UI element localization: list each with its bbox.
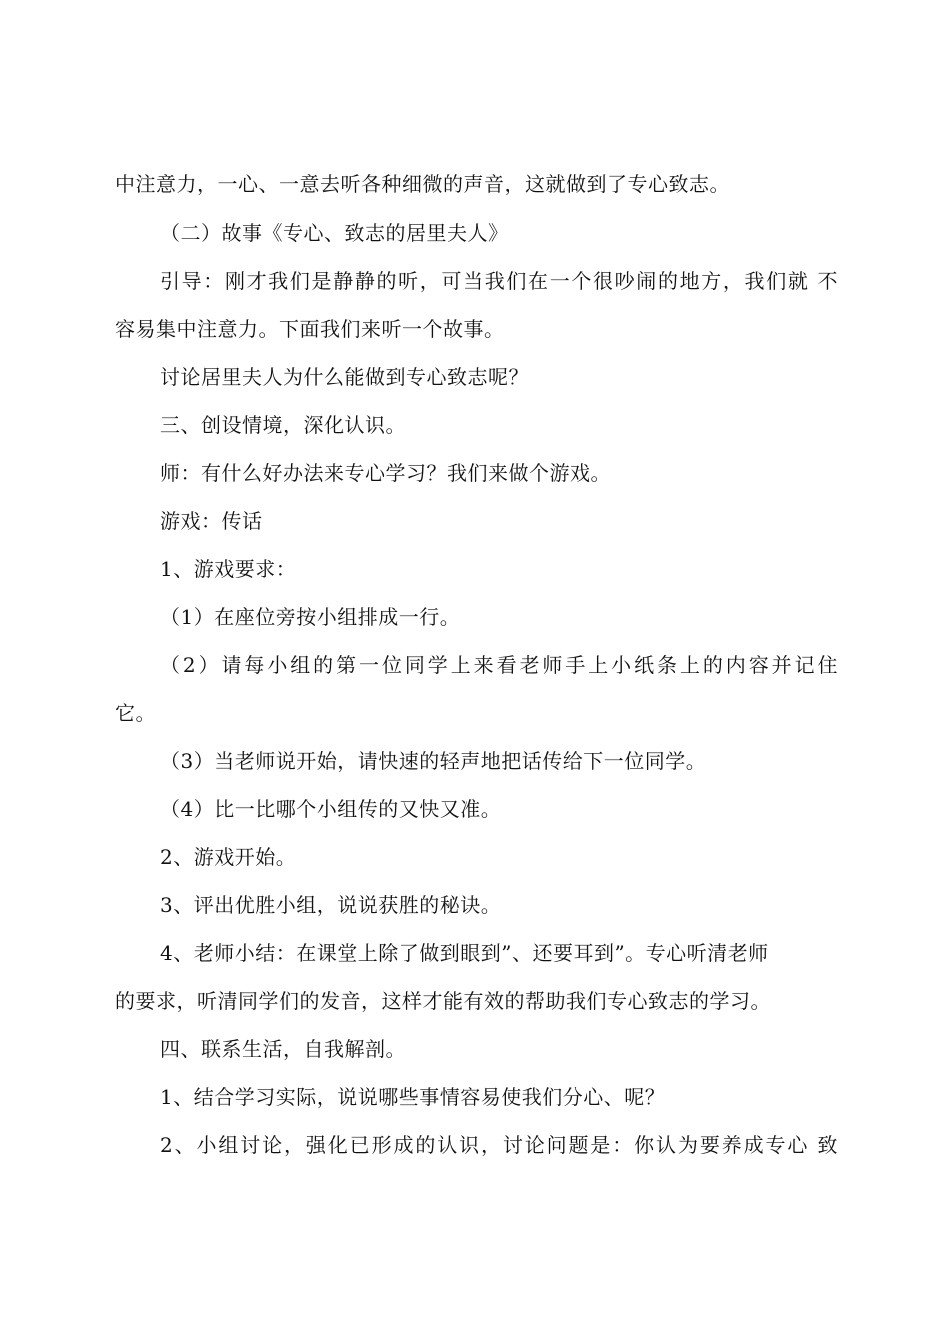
text-line-3: 引导：刚才我们是静静的听，可当我们在一个很吵闹的地方，我们就 不 bbox=[160, 269, 838, 293]
text-line-11: （2）请每小组的第一位同学上来看老师手上小纸条上的内容并记住 bbox=[160, 653, 838, 677]
text-line-13: （3）当老师说开始，请快速的轻声地把话传给下一位同学。 bbox=[160, 749, 707, 773]
text-line-20: 1、结合学习实际，说说哪些事情容易使我们分心、呢？ bbox=[160, 1085, 666, 1109]
text-line-18: 的要求，听清同学们的发音，这样才能有效的帮助我们专心致志的学习。 bbox=[115, 989, 771, 1013]
text-line-10: （1）在座位旁按小组排成一行。 bbox=[160, 605, 461, 629]
text-line-4: 容易集中注意力。下面我们来听一个故事。 bbox=[115, 317, 505, 341]
text-line-16: 3、评出优胜小组，说说获胜的秘诀。 bbox=[160, 893, 502, 917]
text-line-9: 1、游戏要求： bbox=[160, 557, 297, 581]
text-line-12: 它。 bbox=[115, 701, 156, 725]
text-line-15: 2、游戏开始。 bbox=[160, 845, 297, 869]
text-line-8: 游戏：传话 bbox=[160, 509, 263, 533]
text-line-21: 2、小组讨论，强化已形成的认识，讨论问题是：你认为要养成专心 致 bbox=[160, 1133, 838, 1157]
text-line-5: 讨论居里夫人为什么能做到专心致志呢？ bbox=[160, 365, 529, 389]
section-heading-four: 四、联系生活，自我解剖。 bbox=[160, 1037, 406, 1061]
text-line-17: 4、老师小结：在课堂上除了做到眼到”、还要耳到”。专心听清老师 bbox=[160, 941, 769, 965]
text-line-1: 中注意力，一心、一意去听各种细微的声音，这就做到了专心致志。 bbox=[115, 172, 730, 196]
text-line-7: 师：有什么好办法来专心学习？我们来做个游戏。 bbox=[160, 461, 611, 485]
text-line-14: （4）比一比哪个小组传的又快又准。 bbox=[160, 797, 502, 821]
section-heading-story: （二）故事《专心、致志的居里夫人》 bbox=[160, 221, 509, 245]
section-heading-three: 三、创设情境，深化认识。 bbox=[160, 413, 406, 437]
